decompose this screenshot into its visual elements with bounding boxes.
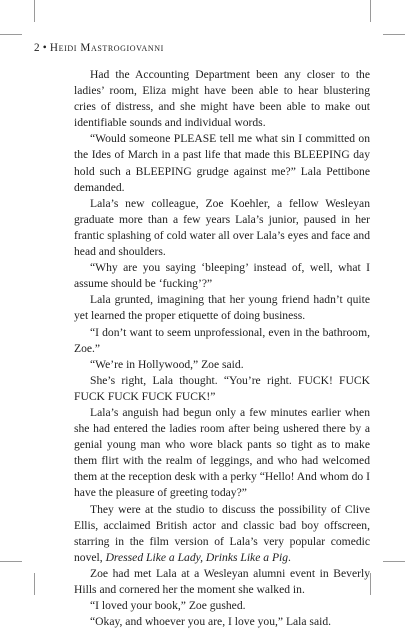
- paragraph: [74, 598, 370, 614]
- paragraph-text: Had the Accounting Department been any closer to the ladies’ room, Eliza might have been able to hear blustering cries of distress, and she might have been able to make out identifiable sounds and individual words.: [74, 68, 370, 130]
- crop-mark-bottom-right: [370, 573, 371, 595]
- paragraph-text: “I loved your book,” Zoe gushed.: [90, 599, 246, 613]
- paragraph: [74, 67, 370, 131]
- paragraph: [74, 325, 370, 357]
- crop-mark-top-right: [370, 0, 371, 22]
- paragraph-text: Lala grunted, imagining that her young friend hadn’t quite yet learned the proper etiquette of doing business.: [74, 293, 370, 323]
- paragraph-text: They were at the studio to discuss the possibility of Clive Ellis, acclaimed British actor and classic bad boy offscreen, starring in the film version of Lala’s very popular comedic novel,: [74, 502, 370, 564]
- author-name: Heidi Mastrogiovanni: [49, 42, 164, 54]
- paragraph-text: Lala’s anguish had begun only a few minutes earlier when she had entered the ladies room after being ushered there by a genial young man who wore black pants so tight as to make them flirt with the realm of leggings, and who had welcomed them at the reception desk with a perky “Hello! And whom do I have the pleasure of greeting today?”: [74, 405, 370, 500]
- paragraph-text: Zoe had met Lala at a Wesleyan alumni event in Beverly Hills and cornered her the moment she walked in.: [74, 566, 370, 596]
- paragraph-text: Lala’s new colleague, Zoe Koehler, a fellow Wesleyan graduate more than a few years Lala’s junior, paused in her frantic splashing of cold water all over Lala’s eyes and face and head and shoulders.: [74, 196, 370, 259]
- paragraph: [74, 292, 370, 324]
- book-title-italic: Dressed Like a Lady, Drinks Like a Pig: [105, 550, 289, 564]
- paragraph: [74, 405, 370, 502]
- paragraph: [74, 131, 370, 195]
- paragraph-text: “We’re in Hollywood,” Zoe said.: [90, 357, 244, 371]
- crop-mark-right-top: [383, 34, 405, 35]
- crop-mark-right-bottom: [383, 561, 405, 562]
- paragraph-text: “Would someone PLEASE tell me what sin I committed on the Ides of March in a past life that made this BLEEPING day hold such a BLEEPING grudge against me?” Lala Pettibone demanded.: [74, 132, 370, 194]
- crop-mark-top-left: [34, 0, 35, 22]
- paragraph-text: “I don’t want to seem unprofessional, even in the bathroom, Zoe.”: [74, 325, 370, 355]
- paragraph: [74, 357, 370, 373]
- paragraph-text: She’s right, Lala thought. “You’re right. FUCK! FUCK FUCK FUCK FUCK FUCK!”: [74, 373, 370, 403]
- paragraph-text: “Why are you saying ‘bleeping’ instead of, well, what I assume should be ‘fucking’?”: [74, 261, 370, 291]
- crop-mark-bottom-left: [34, 573, 35, 595]
- header-separator: •: [42, 42, 47, 54]
- crop-mark-left-top: [0, 34, 22, 35]
- paragraph-text: “Okay, and whoever you are, I love you,” Lala said.: [90, 615, 332, 629]
- paragraph: [74, 614, 370, 630]
- body-text: [74, 67, 370, 630]
- paragraph-text: .: [288, 550, 291, 564]
- crop-mark-left-bottom: [0, 561, 22, 562]
- paragraph: [74, 260, 370, 292]
- running-head: [34, 42, 164, 54]
- paragraph: [74, 196, 370, 260]
- paragraph: [74, 502, 370, 566]
- page-number: 2: [34, 42, 40, 54]
- paragraph: [74, 373, 370, 405]
- paragraph: [74, 566, 370, 598]
